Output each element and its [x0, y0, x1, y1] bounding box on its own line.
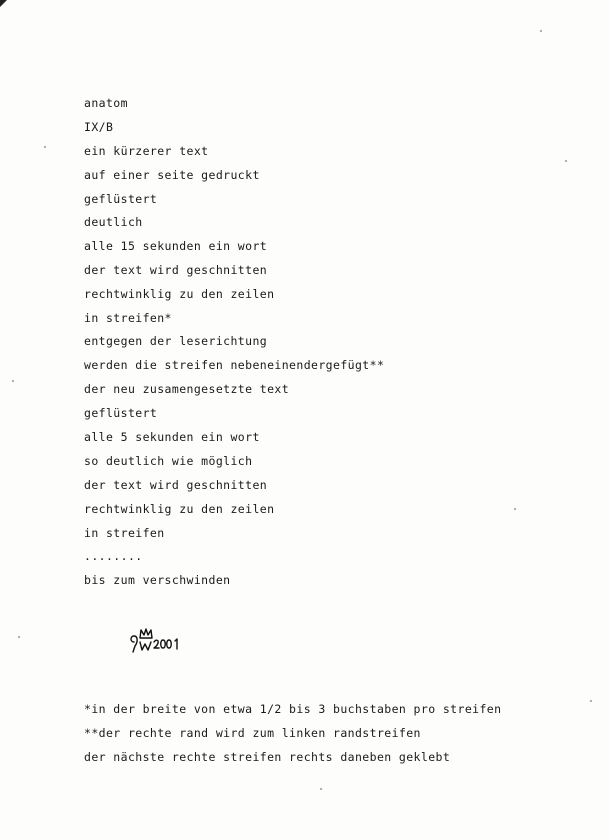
poem-line: werden die streifen nebeneinendergefügt**: [84, 358, 385, 372]
dust-speck: [590, 700, 592, 702]
poem-line: in streifen*: [84, 311, 172, 325]
poem-line: in streifen: [84, 526, 165, 540]
poem-line: geflüstert: [84, 406, 158, 420]
dust-speck: [320, 788, 322, 790]
dust-speck: [540, 30, 542, 32]
poem-line: der neu zusamengesetzte text: [84, 382, 290, 396]
dust-speck: [514, 508, 516, 510]
footnote-line: der nächste rechte streifen rechts daneben geklebt: [84, 750, 451, 764]
poem-line: anatom: [84, 96, 128, 110]
poem-line: rechtwinklig zu den zeilen: [84, 502, 275, 516]
poem-line: geflüstert: [84, 192, 158, 206]
poem-line: der text wird geschnitten: [84, 263, 268, 277]
poem-line: ein kürzerer text: [84, 144, 209, 158]
poem-line: alle 15 sekunden ein wort: [84, 239, 268, 253]
poem-line: der text wird geschnitten: [84, 478, 268, 492]
poem-line: auf einer seite gedruckt: [84, 168, 260, 182]
footnote-line: *in der breite von etwa 1/2 bis 3 buchstaben pro streifen: [84, 702, 502, 716]
poem-line: alle 5 sekunden ein wort: [84, 430, 260, 444]
poem-line: deutlich: [84, 215, 143, 229]
dust-speck: [565, 160, 567, 162]
dust-speck: [44, 146, 46, 148]
handwritten-signature: [128, 628, 188, 664]
dust-speck: [12, 380, 14, 382]
dust-speck: [18, 636, 20, 638]
poem-line: ........: [84, 549, 143, 563]
poem-line: IX/B: [84, 120, 114, 134]
poem-line: rechtwinklig zu den zeilen: [84, 287, 275, 301]
poem-line: entgegen der leserichtung: [84, 334, 268, 348]
footnote-line: **der rechte rand wird zum linken randstreifen: [84, 726, 421, 740]
poem-line: so deutlich wie möglich: [84, 454, 253, 468]
corner-mark: [0, 0, 7, 7]
poem-line: bis zum verschwinden: [84, 573, 231, 587]
